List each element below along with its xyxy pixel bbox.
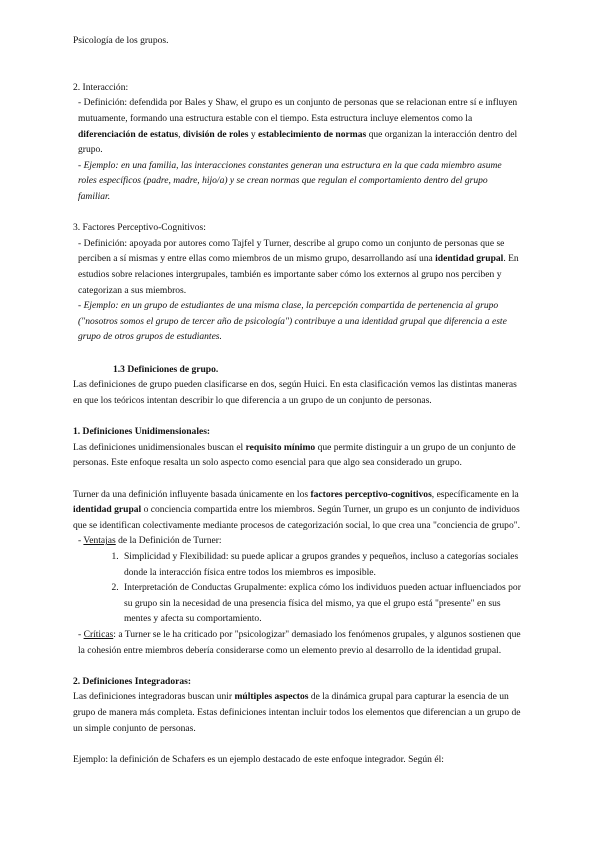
definition-paragraph: - Definición: apoyada por autores como Tajfel y Turner, describe al grupo como un conjunto de personas que se perciben a sí mismas y entre ellas como miembros de un mismo grupo, desarrollando así una identidad grupal. En estudios sobre relaciones intergrupales, también es importante saber cómo los externos al grupo nos perciben y categorizan a sus miembros. (78, 237, 519, 296)
section-heading: 3. Factores Perceptivo-Cognitivos: (73, 222, 206, 234)
section-perceptivo (73, 220, 521, 345)
ventajas-label: - Ventajas de la Definición de Turner: (78, 535, 222, 547)
section-heading: 2. Definiciones Integradoras: (73, 675, 191, 687)
body-paragraph: Las definiciones unidimensionales buscan el requisito mínimo que permite distinguir a un grupo de un conjunto de personas. Este enfoque resalta un solo aspecto como esencial para que algo sea considerado un grupo. (73, 441, 516, 469)
definition-paragraph: - Definición: defendida por Bales y Shaw, el grupo es un conjunto de personas que se relacionan entre sí e influyen mutuamente, formando una estructura estable con el tiempo. Esta estructura incluye elementos como la diferenciación de estatus, división de roles y establecimiento de normas que organizan la interacción dentro del grupo. (78, 97, 518, 156)
section-heading: 1.3 Definiciones de grupo. (113, 363, 219, 375)
document-title: Psicología de los grupos. (73, 35, 169, 46)
criticas-paragraph: - Críticas: a Turner se le ha criticado por "psicologizar" demasiado los fenómenos grupales, y algunos sostienen que la cohesión entre miembros debería considerarse como un elemento previo al desarrollo de la identidad grupal. (78, 628, 521, 656)
example-paragraph: - Ejemplo: en una familia, las interacciones constantes generan una estructura en la que cada miembro asume roles específicos (padre, madre, hijo/a) y se crean normas que regulan el comportamiento dentro del grupo familiar. (78, 159, 502, 202)
section-definiciones (73, 362, 521, 409)
intro-paragraph: Las definiciones de grupo pueden clasificarse en dos, según Huici. En esta clasificación vemos las distintas maneras en que los teóricos intentan describir lo que diferencia a un grupo de un conjunto de personas. (73, 379, 517, 407)
document-page (73, 33, 521, 767)
list-item: 1. Simplicidad y Flexibilidad: su puede aplicar a grupos grandes y pequeños, incluso a categorías sociales donde la interacción física entre todos los miembros es imposible. (121, 549, 521, 580)
body-paragraph: Turner da una definición influyente basada únicamente en los factores perceptivo-cognitivos, específicamente en la identidad grupal o conciencia compartida entre los miembros. Según Turner, un grupo es un conjunto de individuos que se identifican colectivamente mediante procesos de categorización social, lo que crea una "conciencia de grupo". (73, 488, 521, 531)
example-paragraph: - Ejemplo: en un grupo de estudiantes de una misma clase, la percepción compartida de pertenencia al grupo ("nosotros somos el grupo de tercer año de psicología") contribuye a una identidad grupal que diferencia a este grupo de otros grupos de estudiantes. (78, 300, 507, 343)
body-paragraph: Ejemplo: la definición de Schafers es un ejemplo destacado de este enfoque integrador. Según él: (73, 753, 444, 765)
list-item: 2. Interpretación de Conductas Grupalmente: explica cómo los individuos pueden actuar influenciados por su grupo sin la necesidad de una presencia física del mismo, ya que el grupo está "presente" en sus mentes y afecta su comportamiento. (121, 580, 521, 627)
section-unidimensionales (73, 424, 521, 658)
ventajas-list (73, 549, 521, 627)
body-paragraph: Las definiciones integradoras buscan unir múltiples aspectos de la dinámica grupal para capturar la esencia de un grupo de manera más completa. Estas definiciones intentan incluir todos los elementos que diferencian a un grupo de un simple conjunto de personas. (73, 691, 521, 734)
section-integradoras (73, 674, 521, 768)
section-heading: 1. Definiciones Unidimensionales: (73, 426, 211, 438)
section-heading: 2. Interacción: (73, 81, 129, 93)
section-interaccion (73, 80, 521, 205)
